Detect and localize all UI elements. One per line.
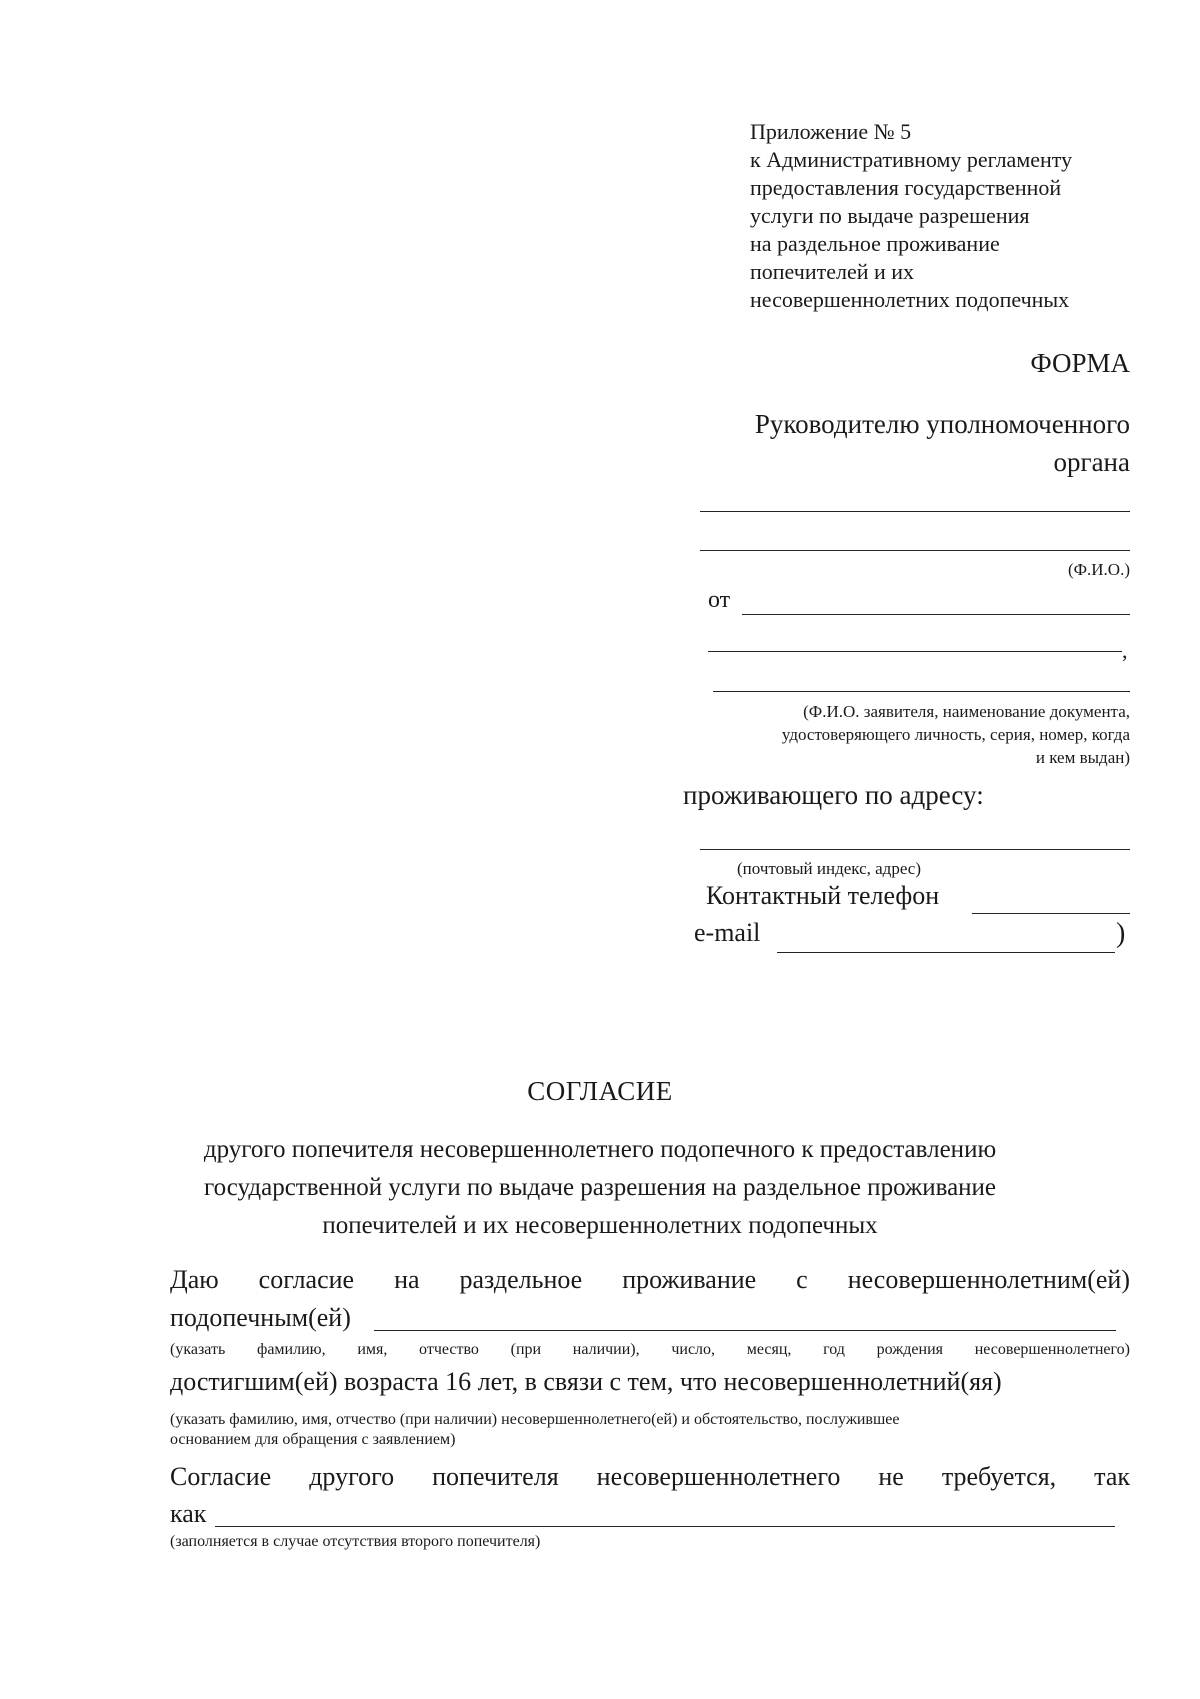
appendix-header [750,118,1170,314]
caption-line: (Ф.И.О. заявителя, наименование документа, [803,702,1130,721]
caption-line: и кем выдан) [1035,748,1130,767]
from-label: от [708,587,731,613]
address-field[interactable] [700,849,1130,850]
form-label: ФОРМА [1030,348,1130,378]
residing-label: проживающего по адресу: [683,780,984,810]
consent-paragraph: Даю согласие на раздельное проживание с несовершеннолетним(ей) [170,1265,1130,1294]
appendix-line: к Административному регламенту [750,147,1073,172]
reason-caption-continued: основанием для обращения с заявлением) [170,1431,456,1448]
age-paragraph: достигшим(ей) возраста 16 лет, в связи с тем, что несовершеннолетний(яя) [170,1367,1002,1396]
because-label: как [170,1499,207,1528]
document-subtitle [150,1131,1050,1245]
appendix-line: попечителей и их [750,259,915,284]
appendix-line: предоставления государственной [750,175,1062,200]
appendix-line: Приложение № 5 [750,119,912,144]
appendix-line: несовершеннолетних подопечных [750,287,1070,312]
caption-line: удостоверяющего личность, серия, номер, когда [781,725,1130,744]
applicant-caption [690,700,1130,769]
email-label: e-mail [694,918,761,947]
applicant-field-3[interactable] [713,691,1130,692]
ward-name-field[interactable] [374,1330,1116,1331]
subtitle-line: попечителей и их несовершеннолетних подопечных [322,1212,878,1239]
applicant-field-1[interactable] [742,614,1130,615]
addressee-field-1[interactable] [700,511,1130,512]
reason-field[interactable] [215,1526,1115,1527]
postal-caption: (почтовый индекс, адрес) [737,859,922,878]
absence-caption: (заполняется в случае отсутствия второго попечителя) [170,1533,541,1550]
not-required-paragraph: Согласие другого попечителя несовершеннолетнего не требуется, так [170,1462,1130,1491]
ward-label: подопечным(ей) [170,1303,351,1332]
fio-caption: (Ф.И.О.) [1067,560,1130,579]
addressee-field-2[interactable] [700,550,1130,551]
reason-caption: (указать фамилию, имя, отчество (при наличии) несовершеннолетнего(ей) и обстоятельство, послужившее [170,1411,900,1428]
ward-caption: (указать фамилию, имя, отчество (при наличии), число, месяц, год рождения несовершеннолетнего) [170,1341,1130,1358]
subtitle-line: государственной услуги по выдаче разрешения на раздельное проживание [203,1174,997,1201]
addressee-block [710,405,1130,481]
document-title: СОГЛАСИЕ [527,1076,673,1106]
appendix-line: услуги по выдаче разрешения [750,203,1030,228]
addressee-line: органа [1053,447,1130,477]
appendix-line: на раздельное проживание [750,231,1000,256]
closing-paren: ) [1116,918,1126,949]
comma: , [1122,638,1128,663]
phone-label: Контактный телефон [706,881,940,910]
email-field[interactable] [777,952,1115,953]
addressee-line: Руководителю уполномоченного [754,409,1130,439]
applicant-field-2[interactable] [708,651,1122,652]
phone-field[interactable] [972,913,1130,914]
subtitle-line: другого попечителя несовершеннолетнего подопечного к предоставлению [203,1136,997,1163]
